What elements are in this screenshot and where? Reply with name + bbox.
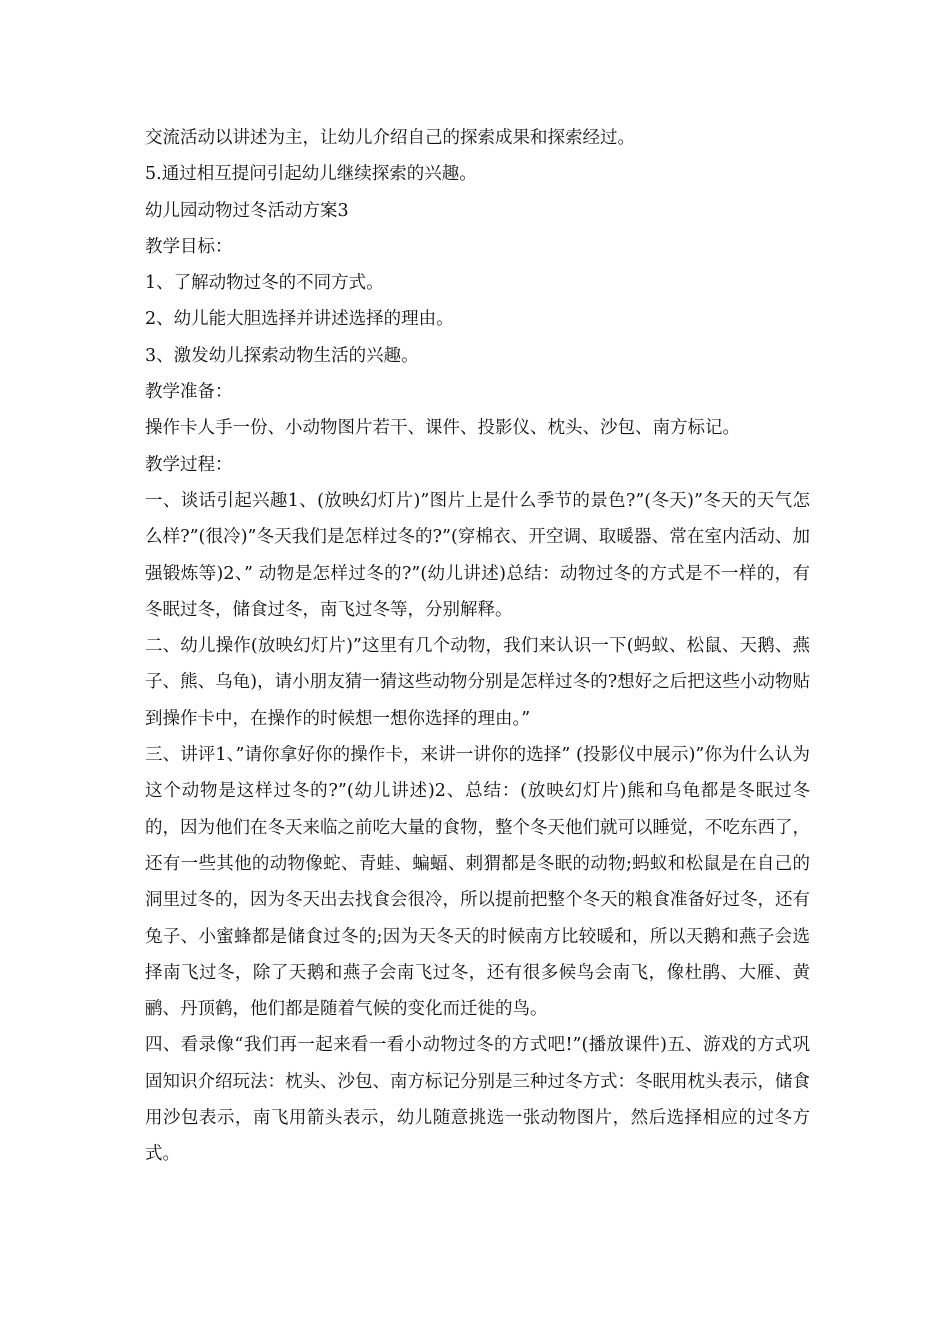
process-step-2: 二、幼儿操作(放映幻灯片)”这里有几个动物，我们来认识一下(蚂蚁、松鼠、天鹅、燕子、熊、乌龟)，请小朋友猜一猜这些动物分别是怎样过冬的?想好之后把这些小动物贴到操作卡中，在操作的时候想一想你选择的理由。” [145, 636, 810, 729]
process-step-1: 一、谈话引起兴趣1、(放映幻灯片)”图片上是什么季节的景色?”(冬天)”冬天的天气怎么样?”(很冷)”冬天我们是怎样过冬的?”(穿棉衣、开空调、取暖器、常在室内活动、加强锻炼等)2、” 动物是怎样过冬的?”(幼儿讲述)总结：动物过冬的方式是不一样的，有冬眠过冬，储食过冬，南飞过冬等，分别解释。 [145, 490, 810, 620]
heading-teaching-preparation: 教学准备： [145, 382, 233, 403]
preparation-materials: 操作卡人手一份、小动物图片若干、课件、投影仪、枕头、沙包、南方标记。 [145, 418, 740, 439]
paragraph-step-5: 5.通过相互提问引起幼儿继续探索的兴趣。 [145, 164, 477, 185]
heading-teaching-process: 教学过程： [145, 454, 233, 475]
process-step-4-5: 四、看录像“我们再一起来看一看小动物过冬的方式吧!”(播放课件)五、游戏的方式巩固知识介绍玩法：枕头、沙包、南方标记分别是三种过冬方式：冬眠用枕头表示，储食用沙包表示，南飞用箭头表示，幼儿随意挑选一张动物图片，然后选择相应的过冬方式。 [145, 1035, 810, 1165]
document-page [145, 120, 810, 1173]
process-step-3: 三、讲评1、”请你拿好你的操作卡，来讲一讲你的选择” (投影仪中展示)”你为什么认为这个动物是这样过冬的?”(幼儿讲述)2、总结：(放映幻灯片)熊和乌龟都是冬眠过冬的，因为他们在冬天来临之前吃大量的食物，整个冬天他们就可以睡觉，不吃东西了，还有一些其他的动物像蛇、青蛙、蝙蝠、刺猬都是冬眠的动物;蚂蚁和松鼠是在自己的洞里过冬的，因为冬天出去找食会很冷，所以提前把整个冬天的粮食准备好过冬，还有兔子、小蜜蜂都是储食过冬的;因为天冬天的时候南方比较暖和，所以天鹅和燕子会选择南飞过冬，除了天鹅和燕子会南飞过冬，还有很多候鸟会南飞，像杜鹃、大雁、黄鹂、丹顶鹤，他们都是随着气候的变化而迁徙的鸟。 [145, 745, 810, 1020]
goal-item-2: 2、幼儿能大胆选择并讲述选择的理由。 [145, 309, 454, 330]
paragraph-exchange-activity: 交流活动以讲述为主，让幼儿介绍自己的探索成果和探索经过。 [145, 128, 635, 148]
section-title-plan-3: 幼儿园动物过冬活动方案3 [145, 200, 349, 221]
goal-item-1: 1、了解动物过冬的不同方式。 [145, 273, 384, 294]
heading-teaching-goals: 教学目标： [145, 236, 233, 257]
goal-item-3: 3、激发幼儿探索动物生活的兴趣。 [145, 345, 419, 366]
